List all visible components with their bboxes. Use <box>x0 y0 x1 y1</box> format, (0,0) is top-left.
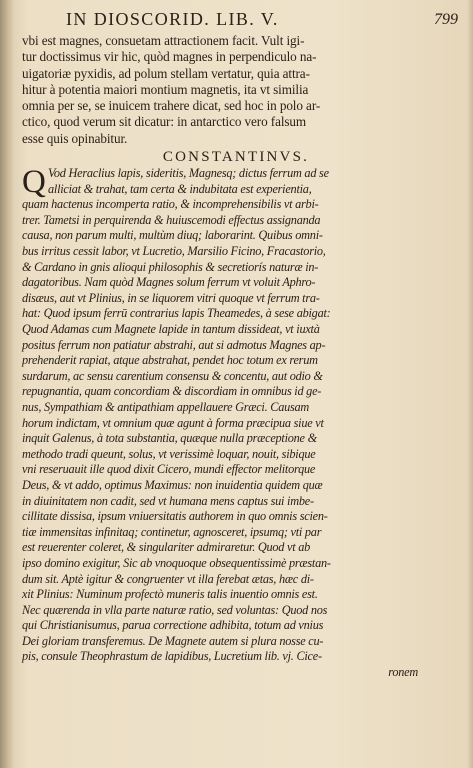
text-line: pis, consule Theophrastum de lapidibus, Lucretium lib. vj. Cice- <box>22 649 322 664</box>
text-line: ipso domino exigitur, Sic ab vnoquoque obsequentissimè præstan- <box>22 555 331 570</box>
text-line: methodo tradi queunt, solus, vt verissimè loquar, nouit, sibique <box>22 446 316 461</box>
text-line: repugnantia, quam concordiam & discordiam in omnibus id ge- <box>22 384 322 399</box>
text-line: quam hactenus incomperta ratio, & incomprehensibilis vt arbi- <box>22 197 319 212</box>
text-line: vni reseruauit ille quod dixit Cicero, mundi effector melitorque <box>22 462 316 477</box>
text-line: bus irritus cessit labor, vt Lucretio, Marsilio Ficino, Fracastorio, <box>22 244 326 259</box>
text-line: trer. Tametsi in perquirenda & huiuscemodi effectus assignanda <box>22 212 321 227</box>
text-line: nus, Sympathiam & antipathiam appellauere Græci. Causam <box>22 399 310 414</box>
page-edge-shadow <box>467 0 473 768</box>
text-line: horum indictam, vt omnium quæ agunt à forma præcipua siue vt <box>22 415 324 430</box>
body-paragraph <box>22 197 450 665</box>
running-title: IN DIOSCORID. LIB. V. <box>66 9 279 29</box>
text-line: cillitate dissisa, ipsum vniuersitatis authorem in quo omnis scien- <box>22 509 328 524</box>
dropcap-paragraph-start <box>22 164 450 201</box>
text-line: surdarum, ac sensu carentium consensu & concentu, aut odio & <box>22 368 323 383</box>
text-line: Deus, & vt addo, optimus Maximus: non inuidentia quidem quæ <box>22 477 323 492</box>
text-line: in diuinitatem non cadit, sed vt humana mens captus sui imbe- <box>22 493 314 508</box>
text-block <box>22 33 450 679</box>
text-line: tiæ immensitas infinitaq; continetur, agnosceret, ipsumq; vti par <box>22 524 322 539</box>
page-gutter-shadow <box>0 0 14 768</box>
section-heading: CONSTANTINVS. <box>162 149 310 166</box>
text-line: vbi est magnes, consuetam attractionem facit. Vult igi- <box>22 33 305 48</box>
text-line: Dei gloriam transferemus. De Magnete autem si plura nosse cu- <box>22 633 324 648</box>
text-line: omnia per se, se inuicem trahere dicat, sed hoc in polo ar- <box>22 98 321 114</box>
top-paragraph <box>22 33 450 147</box>
text-line: dagatoribus. Nam quòd Magnes solum ferrum vt voluit Aphro- <box>22 275 316 290</box>
text-line: ctico, quod verum sit dicatur: in antarctico vero falsum <box>22 114 307 130</box>
text-line: hat: Quod ipsum ferrū contrarius lapis Theamedes, à sese abigat: <box>22 306 331 321</box>
text-line: alliciat & trahat, tam certa & indubitata est experientia, <box>48 181 312 196</box>
text-line: hitur à potentia maiori montium magnetis, ita vt similia <box>22 81 309 97</box>
text-line: positus ferrum non patiatur abstrahi, aut si admotus Magnes ap- <box>22 337 326 352</box>
text-line: Vod Heraclius lapis, sideritis, Magnesq; dictus ferrum ad se <box>48 166 329 181</box>
text-line: tur doctissimus vir hic, quòd magnes in perpendiculo na- <box>22 49 317 65</box>
text-line: & Cardano in gnis alioqui philosophis & secretiorís naturæ in- <box>22 259 319 274</box>
text-line: esse quis opinabitur. <box>22 130 128 146</box>
text-line: prehenderit rapiat, atque abstrahat, pendet hoc totum ex rerum <box>22 353 318 368</box>
text-line: uigatoriæ pyxidis, ad polum stellam vertatur, quia attra- <box>22 65 310 81</box>
text-line: dum sit. Aptè igitur & congruenter vt illa ferebat ætas, hæc di- <box>22 571 314 586</box>
drop-cap: Q <box>22 164 46 201</box>
text-line: disæus, aut vt Plinius, in se liquorem vitri quoque vt ferrum tra- <box>22 290 320 305</box>
running-head <box>48 9 458 33</box>
text-line: Nec quærenda in vlla parte naturæ ratio, sed voluntas: Quod nos <box>22 602 328 617</box>
text-line: xit Plinius: Numinum profectò muneris talis inuentio omnis est. <box>22 587 318 602</box>
text-line: inquit Galenus, à tota substantia, quæque nulla præceptione & <box>22 431 317 446</box>
page-number: 799 <box>434 11 458 28</box>
text-line: qui Christianisumus, parua correctione adhibita, totum ad vnius <box>22 618 324 633</box>
text-line: Quod Adamas cum Magnete lapide in tantum dissideat, vt iuxtà <box>22 322 320 337</box>
text-line: causa, non parum multi, multùm diuq; laborarint. Quibus omni- <box>22 228 323 243</box>
catchword: ronem <box>388 665 418 680</box>
text-line: est reuerenter coleret, & singulariter admiraretur. Quod vt ab <box>22 540 311 555</box>
